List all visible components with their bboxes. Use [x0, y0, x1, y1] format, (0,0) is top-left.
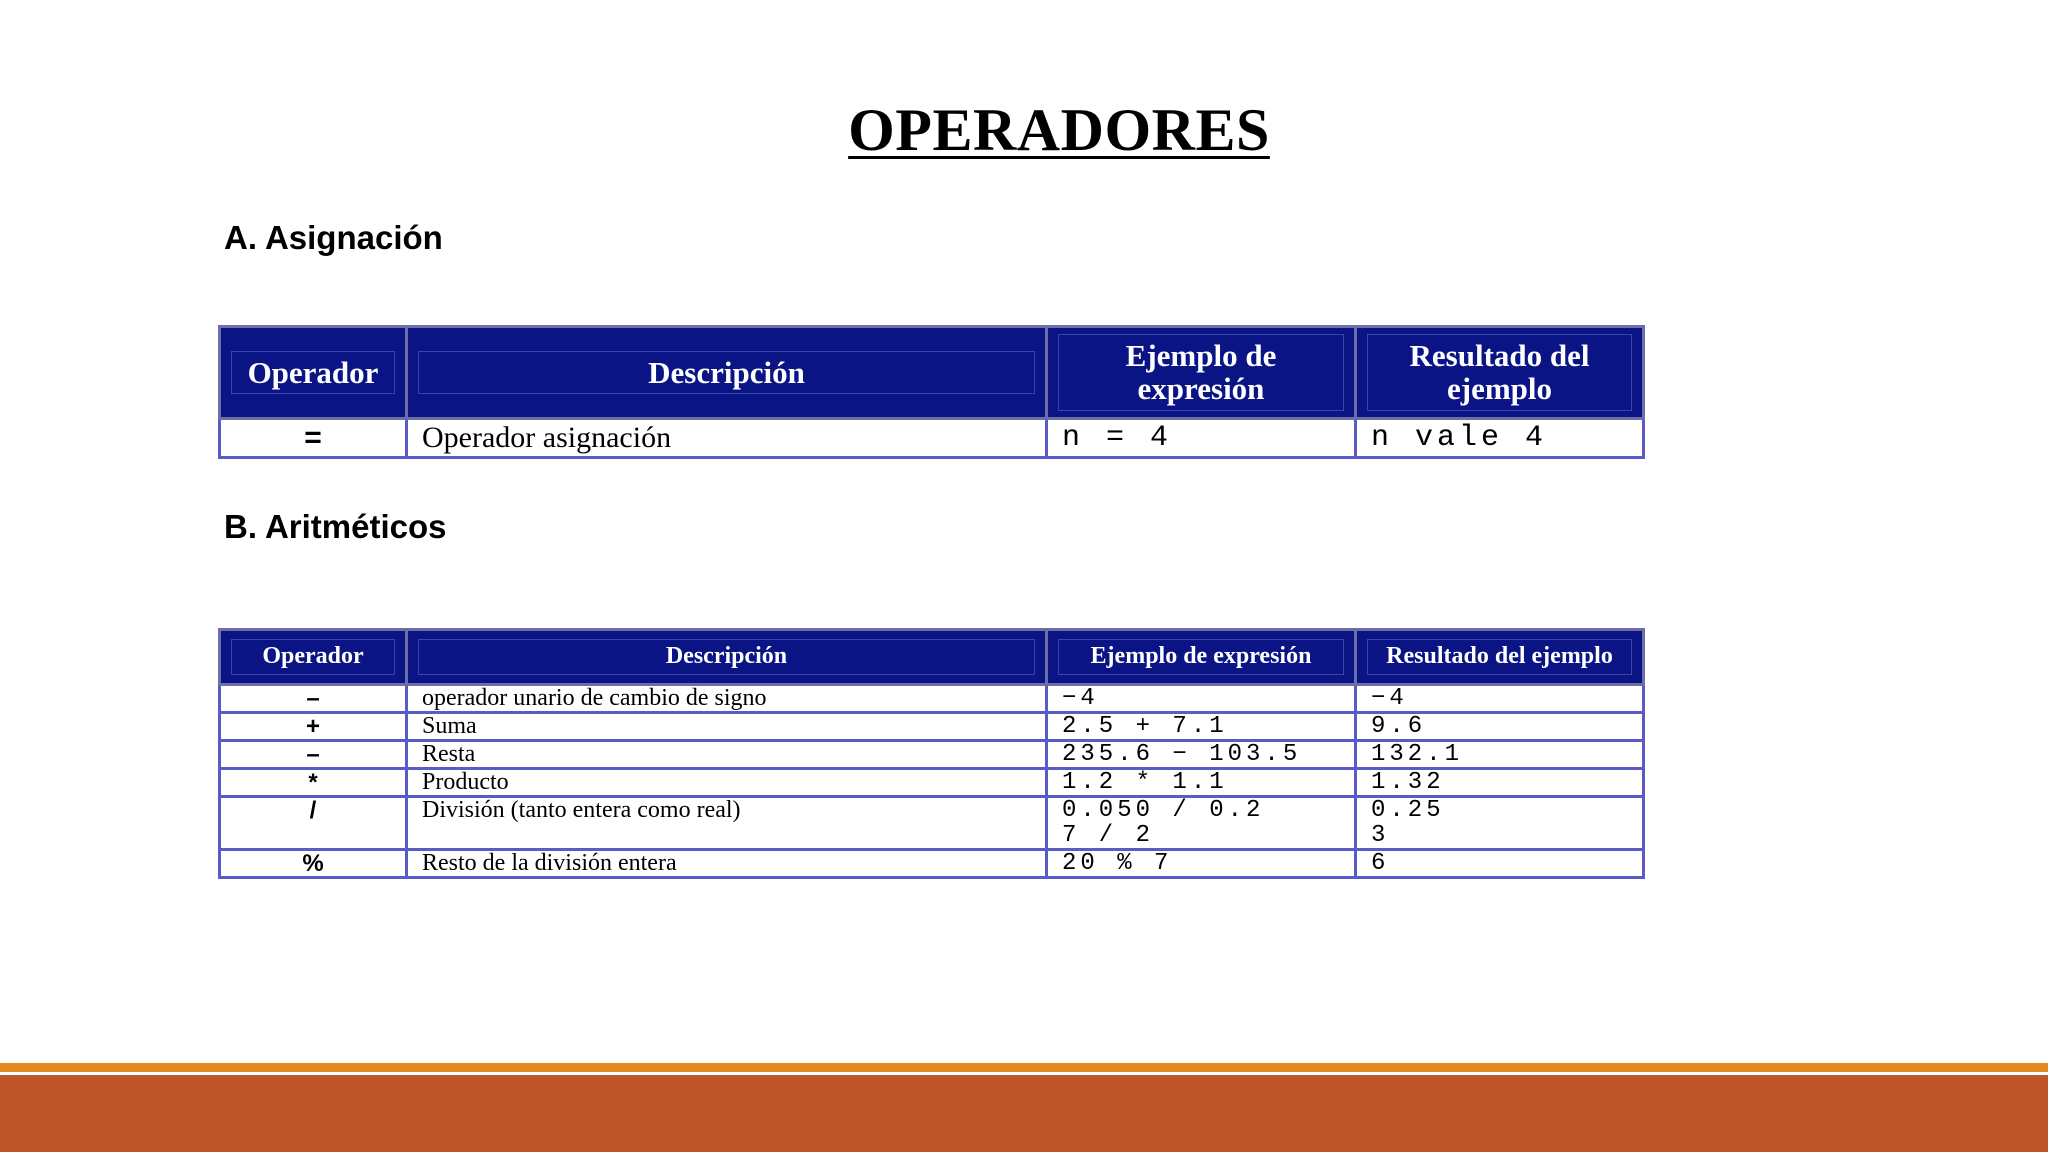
operator-cell: =	[220, 418, 407, 457]
column-header-descripcion: Descripción	[407, 327, 1047, 419]
expression-cell: 20 % 7	[1047, 850, 1356, 878]
result-cell: 1.32	[1356, 769, 1644, 797]
column-header-resultado: Resultado del ejemplo	[1356, 630, 1644, 685]
result-cell: 6	[1356, 850, 1644, 878]
expression-cell: 2.5 + 7.1	[1047, 713, 1356, 741]
operator-cell: +	[220, 713, 407, 741]
result-cell: 9.6	[1356, 713, 1644, 741]
asignacion-table	[218, 325, 1645, 459]
description-cell: División (tanto entera como real)	[407, 797, 1047, 850]
table-header-row	[220, 630, 1644, 685]
table-row	[220, 797, 1644, 850]
table-row	[220, 418, 1644, 457]
column-header-operador: Operador	[220, 327, 407, 419]
column-header-descripcion: Descripción	[407, 630, 1047, 685]
description-cell: Operador asignación	[407, 418, 1047, 457]
result-cell: 132.1	[1356, 741, 1644, 769]
table-row	[220, 713, 1644, 741]
table-row	[220, 741, 1644, 769]
column-header-ejemplo: Ejemplo de expresión	[1047, 327, 1356, 419]
expression-cell: 1.2 * 1.1	[1047, 769, 1356, 797]
column-header-operador: Operador	[220, 630, 407, 685]
aritmeticos-table	[218, 628, 1645, 879]
footer-accent-line	[0, 1063, 2048, 1072]
table-row	[220, 685, 1644, 713]
section-heading-aritmeticos: B. Aritméticos	[224, 508, 447, 545]
section-heading-asignacion: A. Asignación	[224, 219, 443, 256]
expression-cell: 235.6 − 103.5	[1047, 741, 1356, 769]
description-cell: Resto de la división entera	[407, 850, 1047, 878]
expression-cell: 0.050 / 0.2 7 / 2	[1047, 797, 1356, 850]
operator-cell: /	[220, 797, 407, 850]
table-header-row	[220, 327, 1644, 419]
column-header-ejemplo: Ejemplo de expresión	[1047, 630, 1356, 685]
description-cell: Producto	[407, 769, 1047, 797]
expression-cell: n = 4	[1047, 418, 1356, 457]
table-row	[220, 850, 1644, 878]
operator-cell: *	[220, 769, 407, 797]
description-cell: operador unario de cambio de signo	[407, 685, 1047, 713]
description-cell: Suma	[407, 713, 1047, 741]
description-cell: Resta	[407, 741, 1047, 769]
result-cell: n vale 4	[1356, 418, 1644, 457]
result-cell: −4	[1356, 685, 1644, 713]
operator-cell: –	[220, 741, 407, 769]
slide-title: OPERADORES	[848, 97, 1270, 163]
expression-cell: −4	[1047, 685, 1356, 713]
result-cell: 0.25 3	[1356, 797, 1644, 850]
operator-cell: %	[220, 850, 407, 878]
footer-bar	[0, 1075, 2048, 1152]
column-header-resultado: Resultado del ejemplo	[1356, 327, 1644, 419]
operator-cell: –	[220, 685, 407, 713]
table-row	[220, 769, 1644, 797]
